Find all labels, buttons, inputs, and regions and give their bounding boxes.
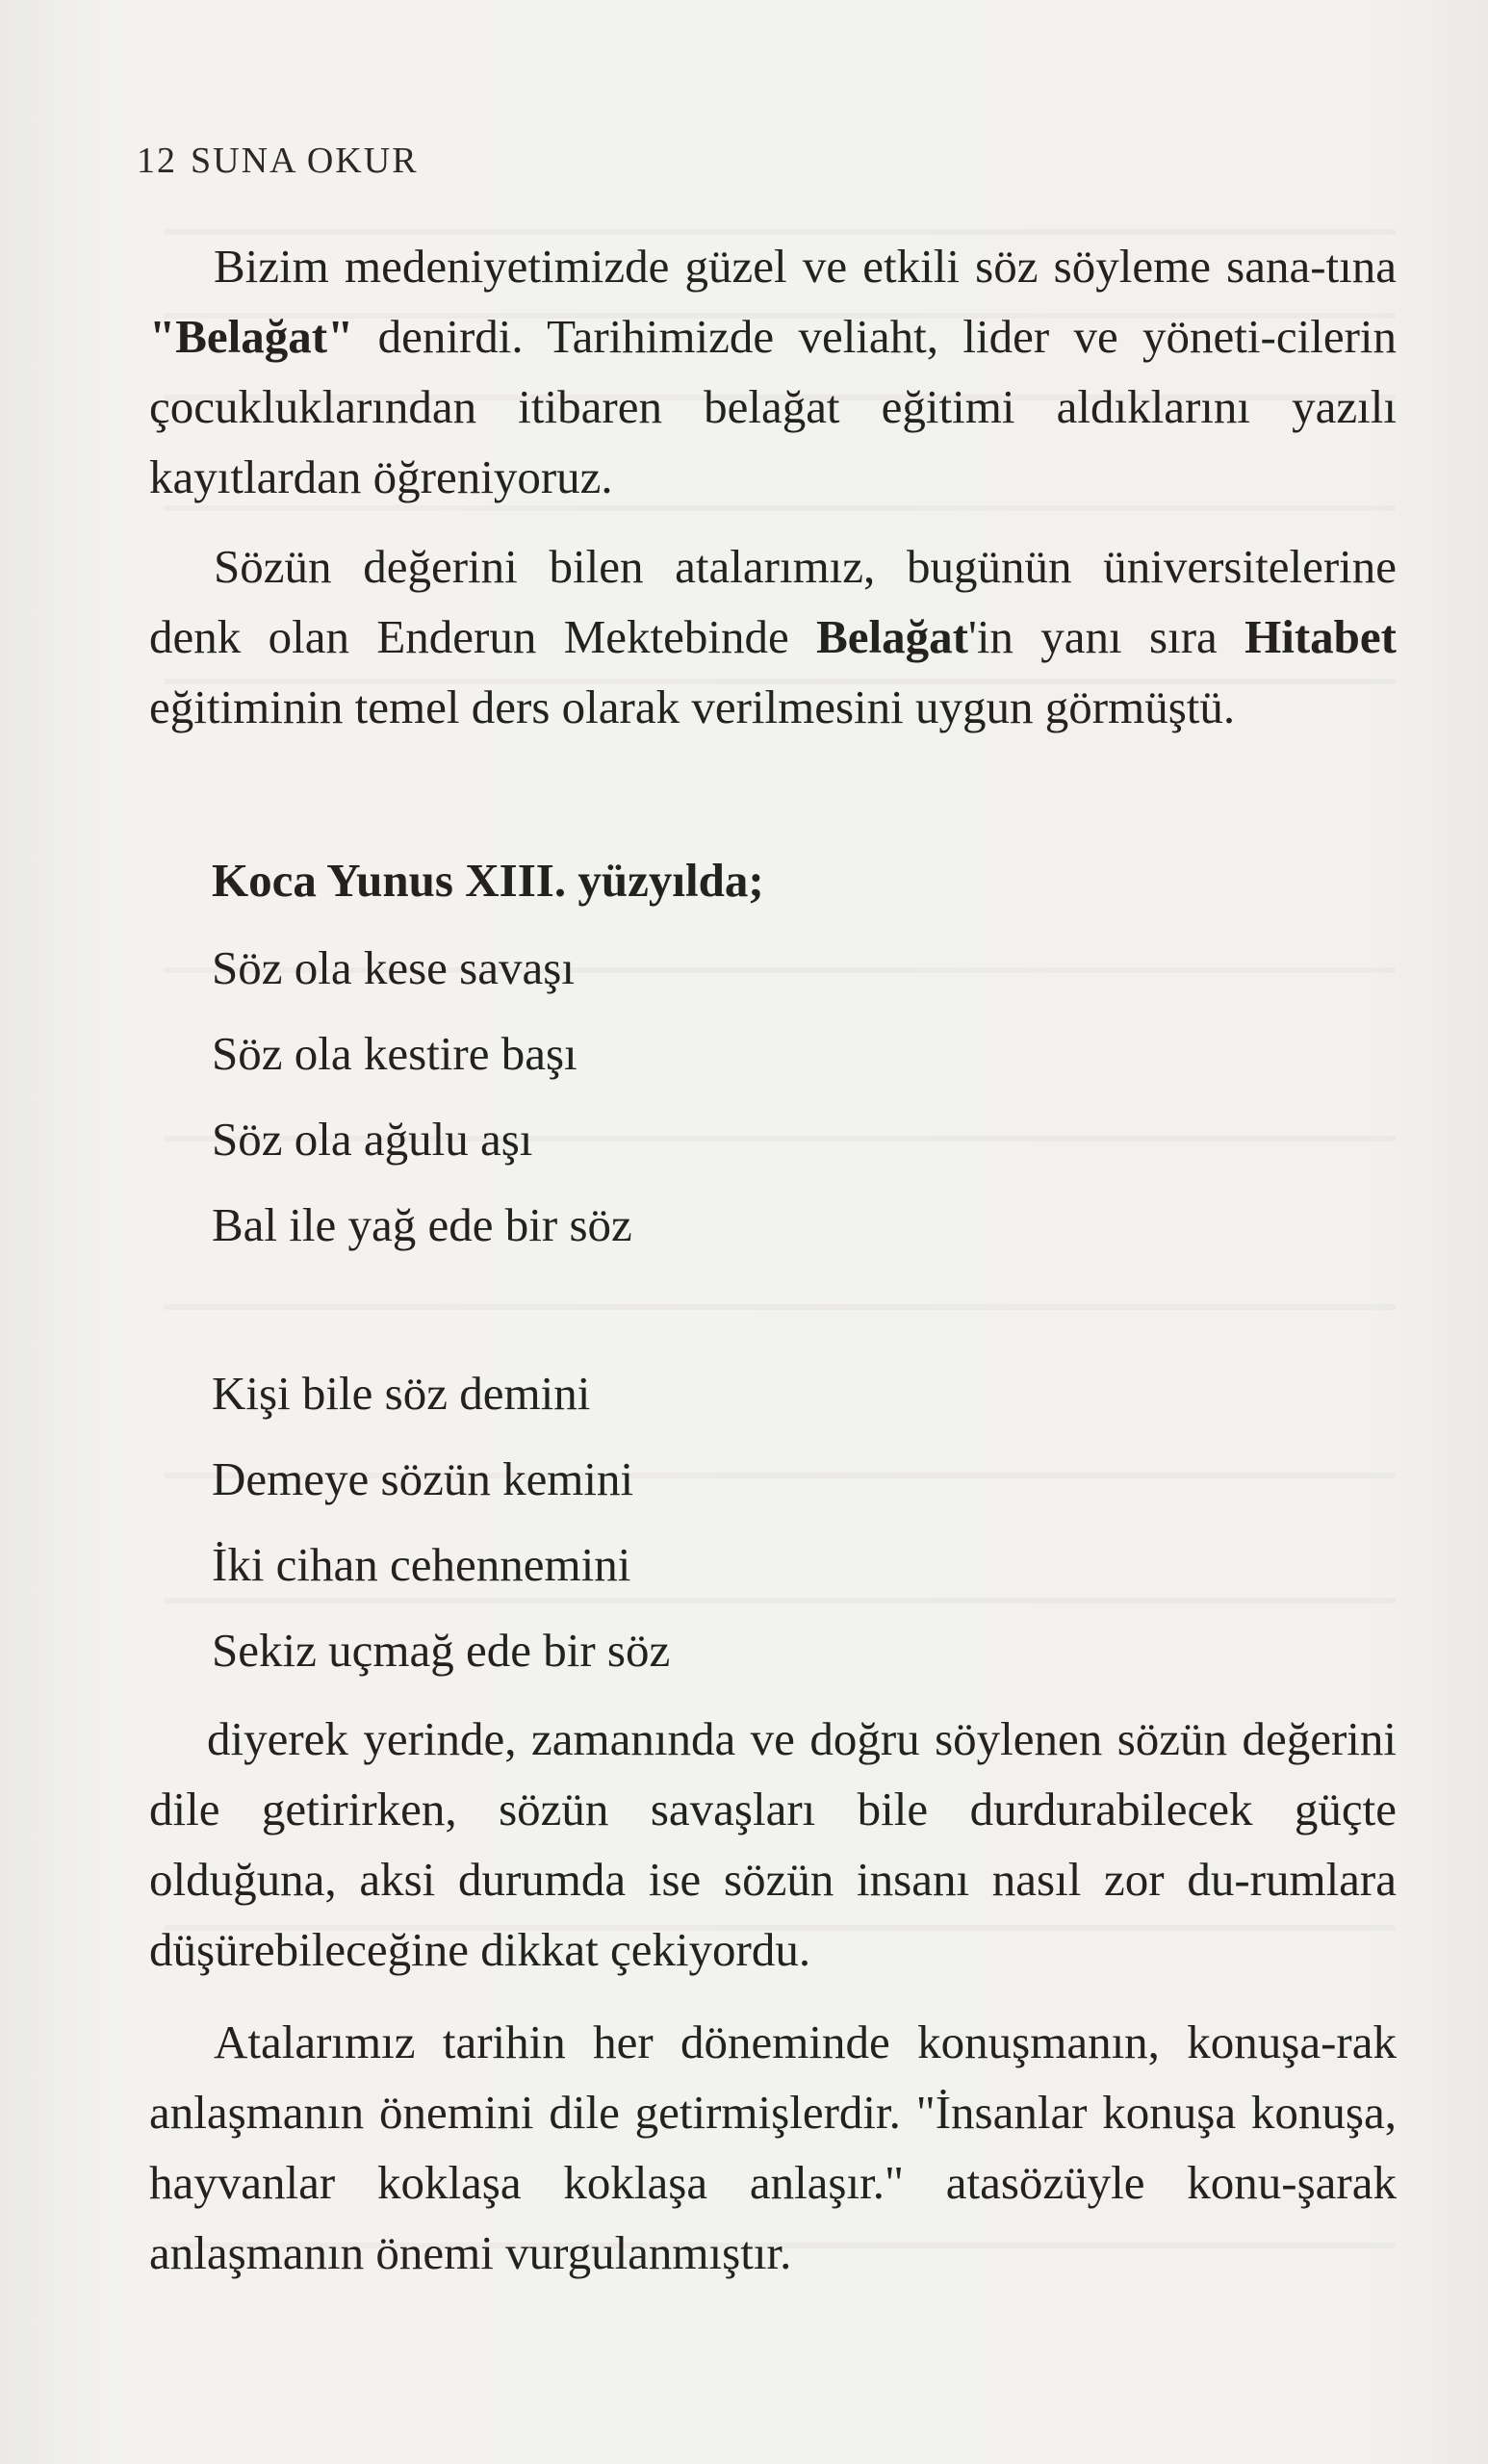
bleed-through-line <box>164 1304 1396 1310</box>
paragraph-text: Bizim medeniyetimizde güzel ve etkili söz söyleme sana-tına <box>214 240 1397 293</box>
poem-line: Sekiz uçmağ ede bir söz <box>212 1624 671 1677</box>
paragraph-atasozu <box>149 2007 1397 2288</box>
paragraph-text: diyerek yerinde, zamanında ve doğru söylenen sözün değerini dile getirirken, sözün savaşları bile durdurabilecek güçte olduğuna, aksi durumda ise sözün insanı nasıl zor du-rumlara düşürebileceğine dikkat çekiyordu. <box>149 1712 1397 1976</box>
poem-line: Söz ola kestire başı <box>212 1027 577 1080</box>
paragraph-text: Sözün değerini bilen atalarımız, bugünün üniversitelerine denk olan Enderun Mektebinde <box>149 540 1397 663</box>
poem-line: Bal ile yağ ede bir söz <box>212 1198 632 1251</box>
author-name: SUNA OKUR <box>191 141 419 181</box>
paragraph-text: denirdi. Tarihimizde veliaht, lider ve yöneti-cilerin çocukluklarından itibaren belağat eğitimi aldıklarını yazılı kayıtlardan öğreniyoruz. <box>149 310 1397 503</box>
page-number: 12 <box>137 141 177 181</box>
paragraph-text: 'in yanı sıra <box>967 610 1245 663</box>
paragraph-enderun <box>149 531 1397 742</box>
paragraph-text: eğitiminin temel ders olarak verilmesini uygun görmüştü. <box>149 680 1236 733</box>
bold-term: Belağat <box>816 610 968 663</box>
poem-line: Söz ola ağulu aşı <box>212 1113 533 1166</box>
paragraph-belagat <box>149 231 1397 512</box>
bold-term: Hitabet <box>1244 610 1397 663</box>
poem-line: İki cihan cehennemini <box>212 1538 631 1591</box>
poem-intro: Koca Yunus XIII. yüzyılda; <box>212 854 764 907</box>
poem-line: Kişi bile söz demini <box>212 1367 591 1420</box>
poem-line: Söz ola kese savaşı <box>212 941 575 994</box>
poem-stanza-2 <box>212 1350 670 1693</box>
bold-term: "Belağat" <box>149 310 354 363</box>
poem-line: Demeye sözün kemini <box>212 1452 634 1505</box>
running-header <box>137 140 419 182</box>
paragraph-text: Atalarımız tarihin her döneminde konuşmanın, konuşa-rak anlaşmanın önemini dile getirmişlerdir. "İnsanlar konuşa konuşa, hayvanlar koklaşa koklaşa anlaşır." atasözüyle konu-şarak anlaşmanın önemi vurgulanmıştır. <box>149 2015 1397 2279</box>
paragraph-yunus-commentary <box>149 1704 1397 1985</box>
poem-stanza-1 <box>212 925 632 1268</box>
